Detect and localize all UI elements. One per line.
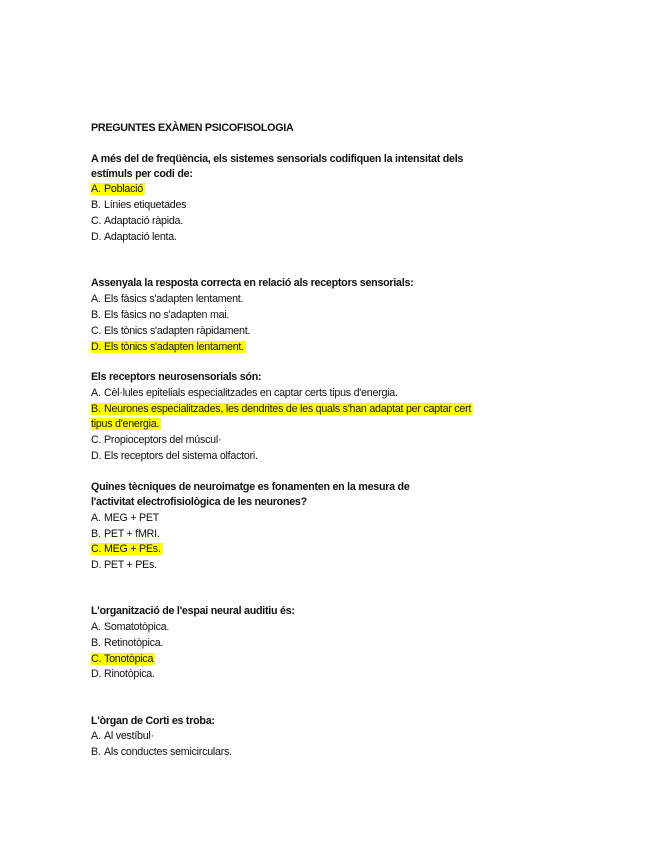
question-3-option-b (91, 402, 473, 417)
question-1-text: estímuls per codi de: (91, 168, 193, 180)
question-1-text: A més del de freqüència, els sistemes sensorials codifiquen la intensitat dels (91, 153, 464, 165)
question-2-option-c: C. Els tònics s'adapten ràpidament. (91, 325, 251, 337)
answer-highlight: C. Tonotòpica (91, 653, 154, 665)
answer-highlight: D. Els tònics s'adapten lentament. (91, 341, 244, 353)
question-2-text: Assenyala la resposta correcta en relació als receptors sensorials: (91, 277, 414, 289)
question-3-option-c: C. Propioceptors del múscul· (91, 434, 222, 446)
question-1-option-a (91, 182, 145, 197)
question-1-option-d: D. Adaptació lenta. (91, 231, 177, 243)
question-2-option-a: A. Els fàsics s'adapten lentament. (91, 293, 244, 305)
question-2-option-b: B. Els fàsics no s'adapten mai. (91, 309, 230, 321)
question-5-option-d: D. Rinotòpica. (91, 668, 155, 680)
question-6-option-a: A. Al vestíbul· (91, 730, 154, 742)
question-4-text: Quines tècniques de neuroimatge es fonamenten en la mesura de (91, 481, 410, 493)
answer-highlight: C. MEG + PEs. (91, 543, 161, 555)
question-3-option-a: A. Cèl·lules epitelials especialitzades en captar certs tipus d'energia. (91, 387, 398, 399)
question-5-option-c (91, 652, 155, 667)
document-title: PREGUNTES EXÀMEN PSICOFISOLOGIA (91, 122, 294, 134)
question-4-option-a: A. MEG + PET (91, 512, 160, 524)
question-6-option-b: B. Als conductes semicirculars. (91, 746, 232, 758)
question-1-option-c: C. Adaptació ràpida. (91, 215, 183, 227)
question-4-option-b: B. PET + fMRI. (91, 528, 160, 540)
question-4-option-c (91, 542, 163, 557)
question-6-text: L'òrgan de Corti es troba: (91, 715, 215, 727)
question-2-option-d (91, 340, 246, 355)
question-1-option-b: B. Línies etiquetades (91, 199, 187, 211)
question-4-option-d: D. PET + PEs. (91, 559, 157, 571)
answer-highlight: tipus d'energia. (91, 418, 160, 430)
question-3-option-b-continued (91, 417, 161, 432)
question-5-option-a: A. Somatotòpica. (91, 621, 170, 633)
question-3-text: Els receptors neurosensorials són: (91, 371, 262, 383)
question-3-option-d: D. Els receptors del sistema olfactori. (91, 450, 258, 462)
question-4-text: l'activitat electrofisiològica de les neurones? (91, 496, 307, 508)
question-5-option-b: B. Retinotòpica. (91, 637, 164, 649)
answer-highlight: A. Població (91, 183, 143, 195)
question-5-text: L'organització de l'espai neural auditiu és: (91, 605, 295, 617)
answer-highlight: B. Neurones especialitzades, les dendrites de les quals s'han adaptat per captar cert (91, 403, 472, 415)
